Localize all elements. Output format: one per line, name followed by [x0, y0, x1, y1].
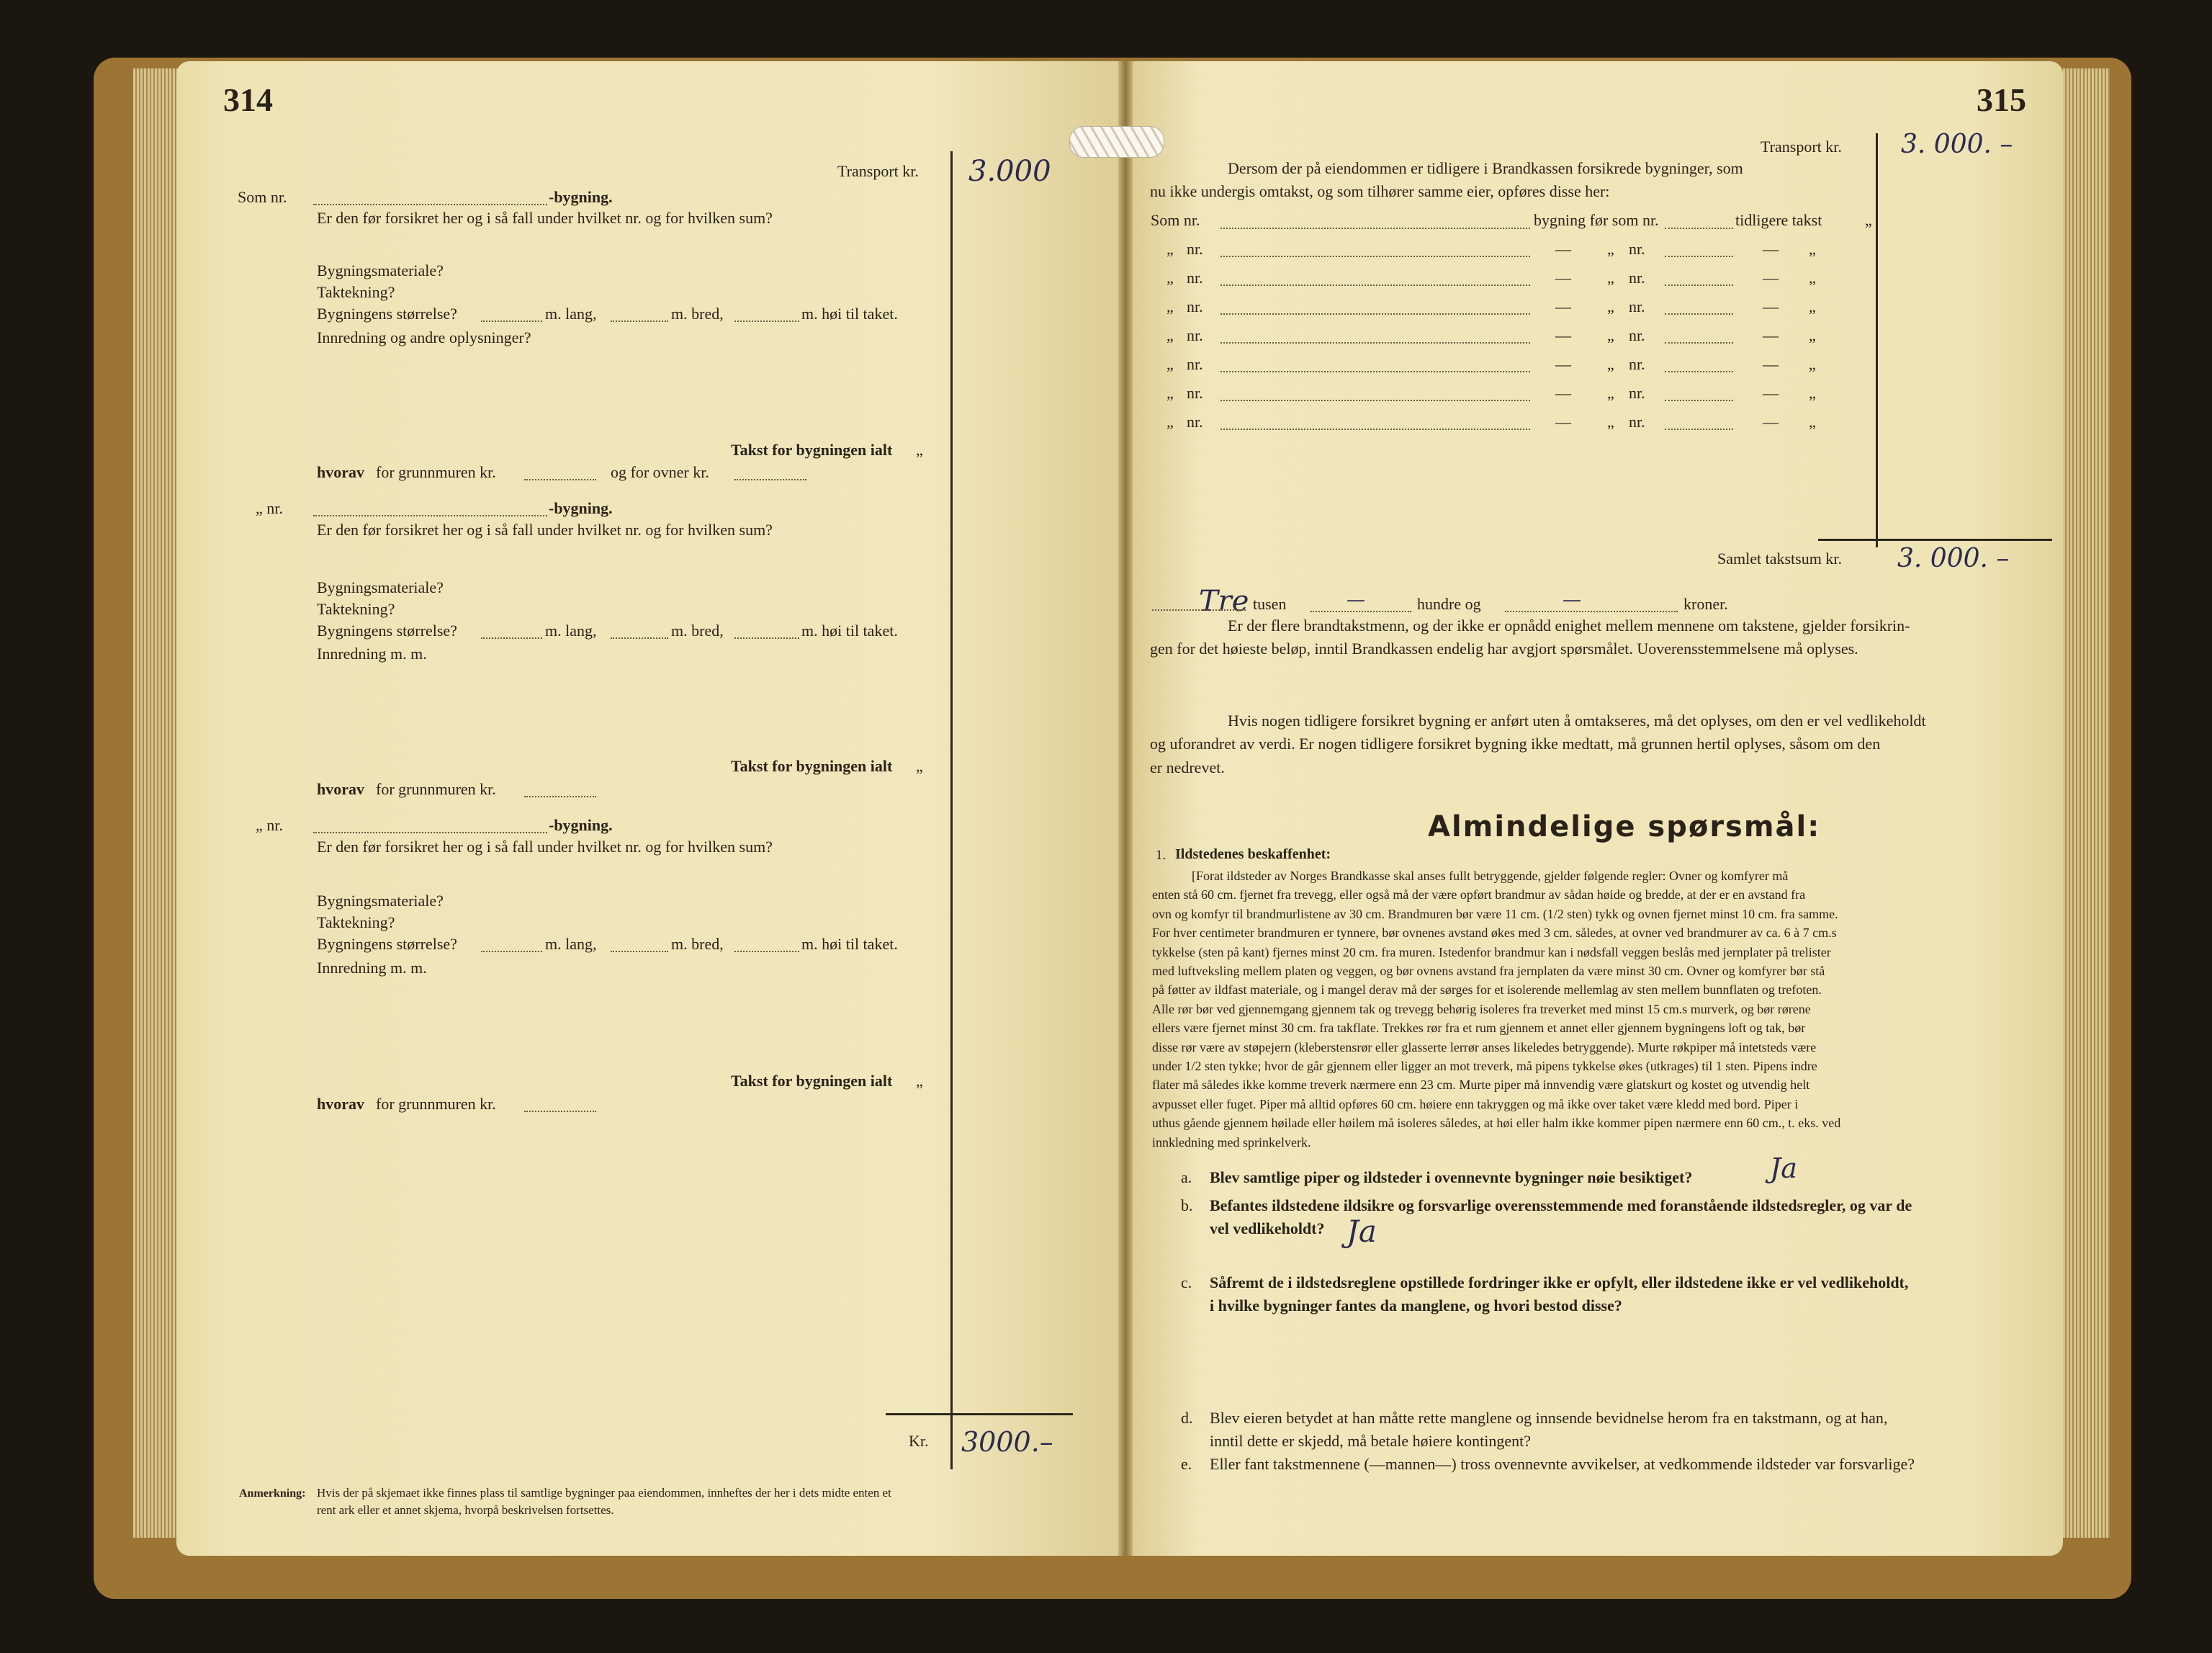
row-7-c1: „ [1166, 413, 1174, 431]
qe-letter: e. [1181, 1455, 1192, 1473]
block2-forsikret-question: Er den før forsikret her og i så fall under hvilket nr. og for hvilken sum? [317, 521, 773, 539]
row-3-c3: „ [1607, 297, 1614, 315]
q1-number: 1. [1156, 848, 1166, 863]
tidligere-takst-mark: „ [1865, 211, 1872, 229]
row-6-c3: „ [1607, 384, 1614, 402]
block2-takst: Takst for bygningen ialt [731, 757, 893, 775]
block2-hoi: m. høi til taket. [801, 622, 898, 640]
regler-line-11: under 1/2 sten tykke; hvor de går gjennem eller ligger an mot treverk, må pipens tykkelse økes (utkrages) til 1 sten. Pipens indre [1152, 1059, 1817, 1073]
row-6-d1: — [1555, 384, 1571, 402]
qb-question-2: vel vedlikeholdt? [1210, 1219, 1325, 1237]
row-5-c4: nr. [1629, 355, 1645, 373]
row-3-c5: „ [1809, 297, 1816, 315]
transport-value-right: 3. 000. – [1901, 130, 2013, 159]
transport-value-left: 3.000 [968, 155, 1051, 188]
block1-storrelse: Bygningens størrelse? [317, 305, 457, 323]
row-1-c5: „ [1809, 240, 1816, 258]
block1-innredning: Innredning og andre oplysninger? [317, 328, 531, 346]
row-4-c1: „ [1166, 326, 1174, 344]
som-nr-label: Som nr. [1151, 211, 1200, 229]
block3-hoi-blank [734, 950, 799, 952]
row-1-c1: „ [1166, 240, 1174, 258]
qb-answer: Ja [1346, 1214, 1377, 1249]
qd-letter: d. [1181, 1409, 1193, 1427]
regler-line-2: enten stå 60 cm. fjernet fra trevegg, eller også må der være opført brandmur av sådan høide og bredde, at der er en avstand fra [1152, 887, 1806, 902]
qe-question: Eller fant takstmennene (—mannen—) tross ovennevnte avvikelser, at vedkommende ildsteder var forsvarlige? [1210, 1455, 1915, 1473]
row-4-blank [1220, 341, 1530, 344]
block3-lang: m. lang, [545, 935, 597, 953]
row-2-c4: nr. [1629, 269, 1645, 287]
row-2-d2: — [1763, 269, 1779, 287]
row-6-d2: — [1763, 384, 1779, 402]
kroner-label: kroner. [1683, 595, 1728, 613]
row-6-c4: nr. [1629, 384, 1645, 402]
q1-title: Ildstedenes beskaffenhet: [1175, 846, 1331, 862]
block1-hvorav: hvorav [317, 463, 364, 481]
block1-takst-mark: „ [916, 441, 923, 459]
block2-bred: m. bred, [671, 622, 724, 640]
row-1-c3: „ [1607, 240, 1614, 258]
row-7-nr-blank [1665, 428, 1733, 430]
qa-letter: a. [1181, 1168, 1192, 1186]
block1-material: Bygningsmateriale? [317, 261, 444, 279]
block2-hvorav: hvorav [317, 780, 364, 798]
block2-material: Bygningsmateriale? [317, 578, 444, 596]
almindelige-heading: Almindelige spørsmål: [1428, 810, 1821, 843]
anmerkning-text-1: Hvis der på skjemaet ikke finnes plass til samtlige bygninger paa eiendommen, innheftes der her i dets midte enten et [317, 1486, 891, 1500]
block2-lang: m. lang, [545, 622, 597, 640]
regler-line-14: uthus gående gjennem høilade eller høilem må isoleres således, at høi eller halm ikke kommer pipen nærmere enn 60 cm., t. eks. ved [1152, 1116, 1841, 1131]
page-number-right: 315 [1977, 81, 2026, 118]
row-4-c5: „ [1809, 326, 1816, 344]
row-1-c2: nr. [1187, 240, 1203, 258]
block1-lang-blank [481, 320, 542, 322]
row-7-c4: nr. [1629, 413, 1645, 431]
qc-question-1: Såfremt de i ildstedsreglene opstillede fordringer ikke er opfylt, eller ildstedene ikke er vel vedlikeholdt, [1210, 1273, 1909, 1291]
regler-line-12: flater må således ikke komme treverk nærmere enn 23 cm. Murte piper må innvendig være glatskurt og kostet og utvendig helt [1152, 1078, 1810, 1093]
amount-column-rule-left [950, 151, 953, 1469]
row-6-nr-blank [1665, 399, 1733, 401]
block3-bred-blank [611, 950, 668, 952]
block1-bygning: -bygning. [549, 188, 613, 206]
regler-line-10: disse rør være av støpejern (kleberstensrør eller glasserte lerrør anses likeledes betryggende). Murte røkpiper må intetsteds være [1152, 1039, 1817, 1054]
row-6-c2: nr. [1187, 384, 1203, 402]
block1-prefix: Som nr. [238, 188, 287, 206]
kr-value-left: 3000.– [961, 1426, 1053, 1458]
block3-material: Bygningsmateriale? [317, 892, 444, 910]
block1-lang: m. lang, [545, 305, 597, 323]
block3-bygning: -bygning. [549, 816, 613, 834]
tusen-blank [1152, 609, 1246, 611]
anmerkning-label: Anmerkning: [239, 1487, 306, 1500]
qc-question-2: i hvilke bygninger fantes da manglene, og hvori bestod disse? [1210, 1296, 1622, 1314]
row-5-c2: nr. [1187, 355, 1203, 373]
regler-line-1: [Forat ildsteder av Norges Brandkasse skal anses fullt betryggende, gjelder følgende regler: Ovner og komfyrer må [1192, 869, 1789, 883]
intro-line-1: Dersom der på eiendommen er tidligere i Brandkassen forsikrede bygninger, som [1228, 159, 1743, 177]
row-3-d1: — [1555, 297, 1571, 315]
row-4-d1: — [1555, 326, 1571, 344]
row-2-blank [1220, 284, 1530, 286]
samlet-value: 3. 000. – [1897, 544, 2010, 573]
row-3-c1: „ [1166, 297, 1174, 315]
row-5-nr-blank [1665, 370, 1733, 372]
row-6-c5: „ [1809, 384, 1816, 402]
row-2-c5: „ [1809, 269, 1816, 287]
bygning-for-label: bygning før som nr. [1534, 211, 1659, 229]
regler-line-8: Alle rør bør ved gjennemgang gjennem tak og trevegg behørig isoleres fra treverket med minst 15 cm.s murverk, og bør rørene [1152, 1001, 1811, 1016]
tusen-handwritten: Tre [1199, 585, 1249, 618]
row-1-blank [1220, 255, 1530, 257]
tusen-label: tusen [1253, 595, 1287, 613]
row-2-d1: — [1555, 269, 1571, 287]
block1-grunnmur-blank [524, 478, 596, 480]
row-5-d1: — [1555, 355, 1571, 373]
block3-lang-blank [481, 950, 542, 952]
row-7-c2: nr. [1187, 413, 1203, 431]
row-5-c3: „ [1607, 355, 1614, 373]
block3-grunnmur-blank [524, 1110, 596, 1112]
row-3-d2: — [1763, 297, 1779, 315]
hundre-label: hundre og [1417, 595, 1481, 613]
block1-bred-blank [611, 320, 668, 322]
regler-line-4: For hver centimeter brandmuren er tynnere, bør ovnenes avstand økes med 3 cm. således, at ovner ved brandmurer av ca. 6 à 7 cm.s [1152, 926, 1837, 941]
row-4-c4: nr. [1629, 326, 1645, 344]
block3-hoi: m. høi til taket. [801, 935, 898, 953]
row-1-d1: — [1555, 240, 1571, 258]
block1-hoi: m. høi til taket. [801, 305, 898, 323]
tidligere-takst-label: tidligere takst [1735, 211, 1822, 229]
regler-line-7: på føtter av ildfast materiale, og i mangel derav må der sørges for et isolerende mellemlag av sten mellem bunnflaten og trefoten. [1152, 982, 1822, 998]
row-5-d2: — [1763, 355, 1779, 373]
block2-taktekning: Taktekning? [317, 600, 395, 618]
block3-taktekning: Taktekning? [317, 913, 395, 931]
row-5-blank [1220, 370, 1530, 372]
block1-grunnmur: for grunnmuren kr. [376, 463, 496, 481]
row-3-c2: nr. [1187, 297, 1203, 315]
row-6-blank [1220, 399, 1530, 401]
block2-prefix: „ nr. [256, 499, 283, 517]
sum-rule-right [1818, 539, 2052, 541]
row-3-nr-blank [1665, 313, 1733, 315]
row-3-c4: nr. [1629, 297, 1645, 315]
block3-forsikret-question: Er den før forsikret her og i så fall under hvilket nr. og for hvilken sum? [317, 838, 773, 856]
block2-grunnmur: for grunnmuren kr. [376, 780, 496, 798]
row-1-nr-blank [1665, 255, 1733, 257]
flere-line-1: Er der flere brandtakstmenn, og der ikke er opnådd enighet mellem mennene om takstene, gjelder forsikrin- [1228, 617, 1910, 635]
intro-line-2: nu ikke undergis omtakst, og som tilhører samme eier, opføres disse her: [1150, 182, 1610, 200]
block3-storrelse: Bygningens størrelse? [317, 935, 457, 953]
regler-line-3: ovn og komfyr til brandmurlistene av 30 cm. Brandmuren bør være 11 cm. (1/2 sten) tykk og ovnen fjernet minst 10 cm. fra samme. [1152, 906, 1838, 921]
row-2-c1: „ [1166, 269, 1174, 287]
block3-hvorav: hvorav [317, 1095, 364, 1113]
block2-bred-blank [611, 637, 668, 639]
row-7-d1: — [1555, 413, 1571, 431]
block1-ovner-blank [734, 478, 806, 480]
regler-line-9: ellers være fjernet minst 30 cm. fra takflate. Trekkes rør fra et rum gjennem et annet eller gjennem bygningens loft og tak, bør [1152, 1021, 1806, 1036]
regler-line-5: tykkelse (sten på kant) fjernes minst 20 cm. fra muren. Istedenfor brandmur kan i nødsfall veggen beslås med jernplater på trelister [1152, 944, 1831, 959]
block2-grunnmur-blank [524, 795, 596, 797]
row-1-d2: — [1763, 240, 1779, 258]
hundre-blank [1310, 610, 1411, 612]
anmerkning-text-2: rent ark eller et annet skjema, hvorpå beskrivelsen fortsettes. [317, 1503, 614, 1517]
hvis-line-1: Hvis nogen tidligere forsikret bygning er anført uten å omtakseres, må det oplyses, om den er vel vedlikeholdt [1228, 712, 1926, 730]
transport-label-left: Transport kr. [837, 162, 919, 180]
block3-prefix: „ nr. [256, 816, 283, 834]
kr-label-left: Kr. [909, 1432, 929, 1450]
row-2-c3: „ [1607, 269, 1614, 287]
kroner-dash: — [1563, 589, 1581, 611]
regler-line-6: med luftveksling mellem platen og veggen, og bør ovnens avstand fra jernplaten da være minst 30 cm. Ovner og komfyrer bør stå [1152, 964, 1825, 978]
block1-ovner: og for ovner kr. [611, 463, 709, 481]
block2-hoi-blank [734, 637, 799, 639]
row-1-c4: nr. [1629, 240, 1645, 258]
block1-bred: m. bred, [671, 305, 724, 323]
row-6-c1: „ [1166, 384, 1174, 402]
block3-name-blank [313, 831, 547, 833]
row-5-c1: „ [1166, 355, 1174, 373]
block1-taktekning: Taktekning? [317, 283, 395, 301]
block1-forsikret-question: Er den før forsikret her og i så fall under hvilket nr. og for hvilken sum? [317, 209, 773, 227]
page-number-left: 314 [223, 81, 273, 118]
row-4-d2: — [1763, 326, 1779, 344]
row-7-d2: — [1763, 413, 1779, 431]
block2-storrelse: Bygningens størrelse? [317, 622, 457, 640]
hundre-dash: — [1346, 589, 1365, 611]
binding-cord [1069, 126, 1164, 158]
book-gutter [1118, 61, 1133, 1556]
hvis-line-2: og uforandret av verdi. Er nogen tidligere forsikret bygning ikke medtatt, må grunnen hertil oplyses, såsom om den [1150, 735, 1881, 753]
kroner-blank [1505, 610, 1678, 612]
row-7-c5: „ [1809, 413, 1816, 431]
block3-bred: m. bred, [671, 935, 724, 953]
row-4-nr-blank [1665, 341, 1733, 344]
block1-name-blank [313, 203, 547, 205]
block2-bygning: -bygning. [549, 499, 613, 517]
block2-takst-mark: „ [916, 757, 923, 775]
block3-takst-mark: „ [916, 1072, 923, 1090]
block3-innredning: Innredning m. m. [317, 959, 427, 977]
qb-question-1: Befantes ildstedene ildsikre og forsvarlige overensstemmende med foranstående ildstedsregler, og var de [1210, 1196, 1912, 1214]
qb-letter: b. [1181, 1196, 1193, 1214]
samlet-label: Samlet takstsum kr. [1717, 550, 1842, 568]
hvis-line-3: er nedrevet. [1150, 758, 1225, 776]
tidligere-nr-blank [1665, 227, 1733, 229]
regler-line-15: innkledning med sprinkelverk. [1152, 1134, 1311, 1150]
row-4-c2: nr. [1187, 326, 1203, 344]
row-7-c3: „ [1607, 413, 1614, 431]
row-5-c5: „ [1809, 355, 1816, 373]
row-3-blank [1220, 313, 1530, 315]
qa-question: Blev samtlige piper og ildsteder i ovennevnte bygninger nøie besiktiget? [1210, 1168, 1693, 1186]
regler-line-13: avpusset eller fuget. Piper må alltid opføres 60 cm. høiere enn takryggen og må ikke over taket være kledd med bord. Piper i [1152, 1096, 1799, 1111]
qa-answer: Ja [1770, 1152, 1797, 1184]
block1-takst: Takst for bygningen ialt [731, 441, 893, 459]
total-rule-left [886, 1413, 1073, 1415]
som-nr-blank [1220, 227, 1530, 229]
amount-column-rule-right [1876, 133, 1878, 547]
row-2-c2: nr. [1187, 269, 1203, 287]
qd-question-1: Blev eieren betydet at han måtte rette manglene og innsende bevidnelse herom fra en takstmann, og at han, [1210, 1409, 1888, 1427]
block3-takst: Takst for bygningen ialt [731, 1072, 893, 1090]
row-2-nr-blank [1665, 284, 1733, 286]
qd-question-2: inntil dette er skjedd, må betale høiere kontingent? [1210, 1432, 1531, 1450]
qc-letter: c. [1181, 1273, 1192, 1291]
flere-line-2: gen for det høieste beløp, inntil Brandkassen endelig har avgjort spørsmålet. Uoverensstemmelsene må oplyses. [1150, 640, 1858, 658]
row-7-blank [1220, 428, 1530, 430]
block2-name-blank [313, 514, 547, 516]
block2-innredning: Innredning m. m. [317, 645, 427, 663]
row-4-c3: „ [1607, 326, 1614, 344]
transport-label-right: Transport kr. [1761, 138, 1842, 156]
block2-lang-blank [481, 637, 542, 639]
block1-hoi-blank [734, 320, 799, 322]
block3-grunnmur: for grunnmuren kr. [376, 1095, 496, 1113]
